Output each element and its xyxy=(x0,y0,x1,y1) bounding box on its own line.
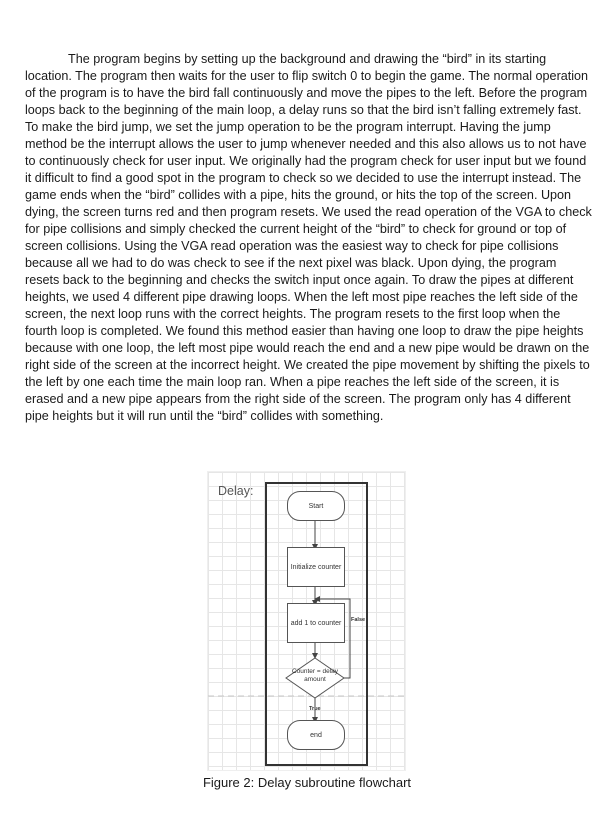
figure-caption: Figure 2: Delay subroutine flowchart xyxy=(202,775,412,790)
flowchart-title: Delay: xyxy=(218,484,254,498)
false-branch-label: False xyxy=(351,617,366,623)
flowchart-end-node: end xyxy=(287,720,345,750)
flowchart-decision-label: Counter = delay amount xyxy=(291,668,339,683)
flowchart-initialize-node: Initialize counter xyxy=(287,547,345,587)
true-branch-label: True xyxy=(309,706,321,712)
flowchart-start-node: Start xyxy=(287,491,345,521)
body-paragraph xyxy=(25,51,593,425)
delay-flowchart-figure xyxy=(207,471,406,771)
flowchart-add-node: add 1 to counter xyxy=(287,603,345,643)
body-paragraph-text: The program begins by setting up the background and drawing the “bird” in its starting location. The program then waits for the user to flip switch 0 to begin the game. The normal operation of the program is to have the bird fall continuously and move the pipes to the left. Before the program loops back to the beginning of the main loop, a delay runs so that the bird isn’t falling extremely fast. To make the bird jump, we set the jump operation to be the program interrupt. Having the jump method be the interrupt allows the user to jump whenever needed and this also allows us to not have to continuously check for user input. We originally had the program check for user input but we found it difficult to find a good spot in the program to check so we decided to use the interrupt instead. The game ends when the “bird” collides with a pipe, hits the ground, or hits the top of the screen. Upon dying, the screen turns red and then program resets. We used the read operation of the VGA to check for pipe collisions and simply checked the current height of the “bird” to check for ground or top of screen collisions. Using the VGA read operation was the easiest way to check for pipe collisions because all we had to do was check to see if the next pixel was black. Upon dying, the program resets back to the beginning and checks the switch input once again. To draw the pipes at different heights, we used 4 different pipe drawing loops. When the left most pipe reaches the left side of the screen, the next loop runs with the correct heights. The program resets to the first loop when the fourth loop is completed. We found this method easier than having one loop to draw the pipe heights because with one loop, the left most pipe would reach the end and a new pipe would be drawn on the right side of the screen at the incorrect height. We created the pipe movement by shifting the pixels to the left by one each time the main loop ran. When a pipe reaches the left side of the screen, it is erased and a new pipe appears from the right side of the screen. The program only has 4 different pipe heights but it will run until the “bird” collides with something. xyxy=(25,52,592,423)
